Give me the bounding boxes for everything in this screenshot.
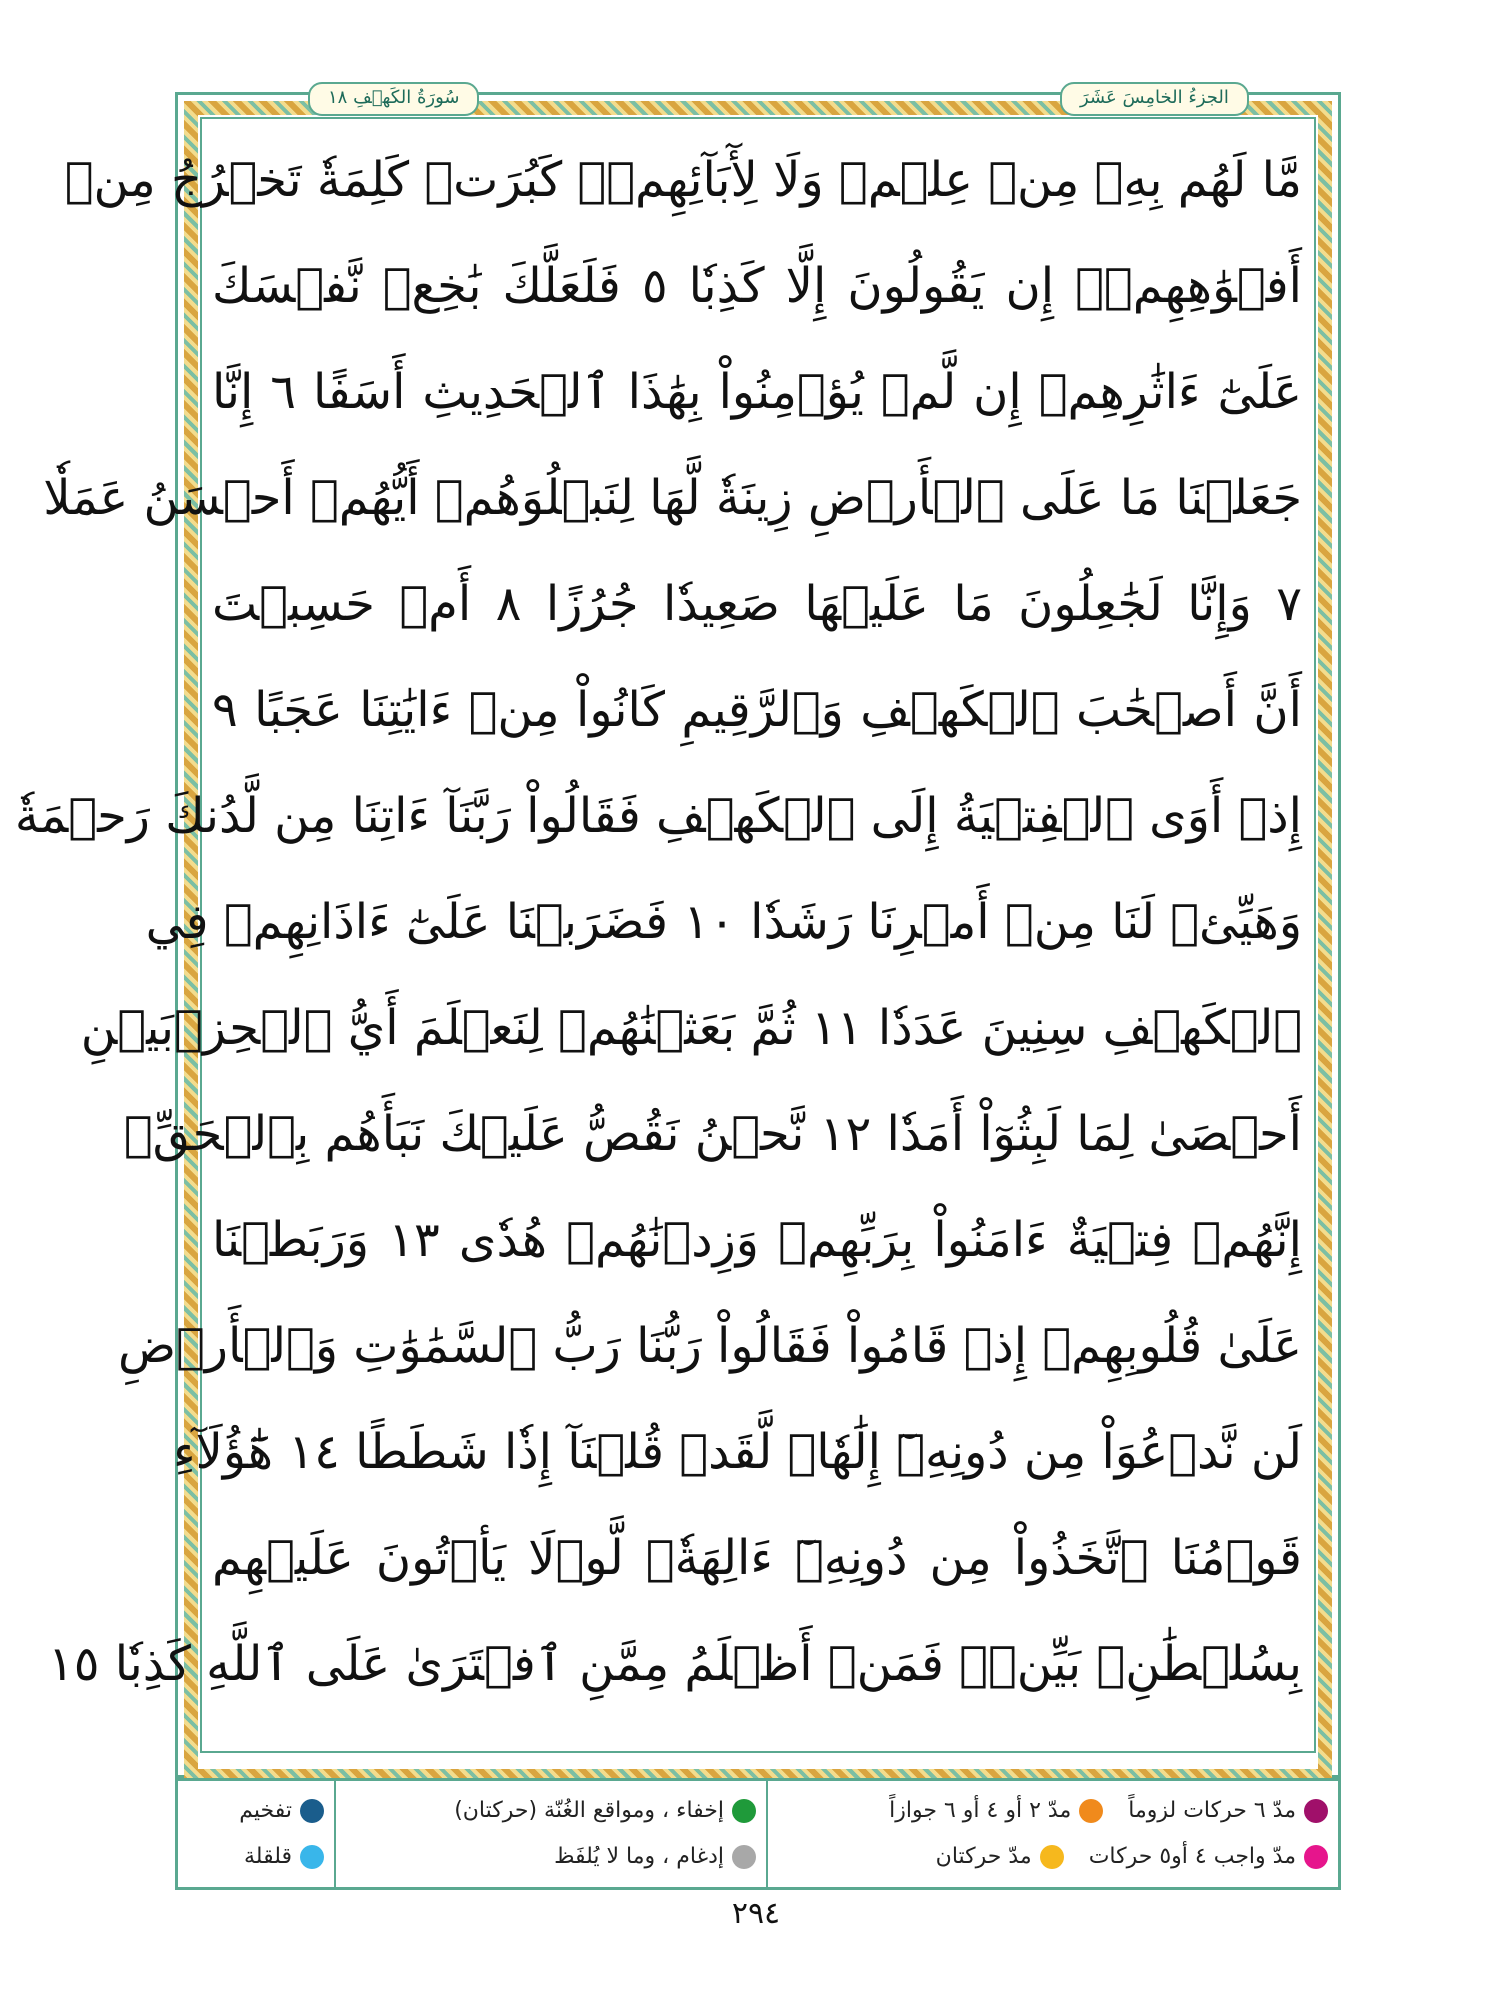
color-dot-icon bbox=[300, 1845, 324, 1869]
legend-item bbox=[244, 1837, 324, 1877]
legend-item bbox=[554, 1837, 756, 1877]
verse-line: إِنَّهُمۡ فِتۡيَةٌ ءَامَنُواْ بِرَبِّهِمۡ وَزِدۡنَٰهُمۡ هُدٗى ١٣ وَرَبَطۡنَا bbox=[212, 1212, 1303, 1268]
color-dot-icon bbox=[1304, 1799, 1328, 1823]
legend-label: مدّ ٦ حركات لزوماً bbox=[1128, 1798, 1296, 1823]
legend-column-madd bbox=[766, 1781, 1338, 1887]
color-dot-icon bbox=[732, 1799, 756, 1823]
verse-line: مَّا لَهُم بِهِۦ مِنۡ عِلۡمٖ وَلَا لِأٓبَآئِهِمۡۚ كَبُرَتۡ كَلِمَةٗ تَخۡرُجُ مِنۡ bbox=[64, 152, 1302, 208]
color-dot-icon bbox=[1040, 1845, 1064, 1869]
legend-column-ghunnah bbox=[334, 1781, 766, 1887]
verse-line: أَحۡصَىٰ لِمَا لَبِثُوٓاْ أَمَدٗا ١٢ نَّحۡنُ نَقُصُّ عَلَيۡكَ نَبَأَهُم بِٱلۡحَقِّۚ bbox=[123, 1106, 1302, 1162]
verse-line: لَن نَّدۡعُوَاْ مِن دُونِهِۦٓ إِلَٰهٗاۖ لَّقَدۡ قُلۡنَآ إِذٗا شَطَطًا ١٤ هَٰٓؤُلَآءِ bbox=[172, 1424, 1302, 1480]
legend-column-tafkheem bbox=[178, 1781, 334, 1887]
legend-item bbox=[239, 1791, 324, 1831]
color-dot-icon bbox=[300, 1799, 324, 1823]
verse-line: إِذۡ أَوَى ٱلۡفِتۡيَةُ إِلَى ٱلۡكَهۡفِ فَقَالُواْ رَبَّنَآ ءَاتِنَا مِن لَّدُنكَ رَحۡمَةٗ bbox=[14, 788, 1302, 844]
verse-line: بِسُلۡطَٰنِۭ بَيِّنٖۖ فَمَنۡ أَظۡلَمُ مِمَّنِ ٱفۡتَرَىٰ عَلَى ٱللَّهِ كَذِبٗا ١٥ bbox=[47, 1636, 1302, 1692]
legend-label: مدّ حركتان bbox=[935, 1844, 1032, 1869]
legend-label: إخفاء ، ومواقع الغُنّة (حركتان) bbox=[454, 1798, 724, 1823]
legend-label: مدّ واجب ٤ أو٥ حركات bbox=[1088, 1844, 1296, 1869]
color-dot-icon bbox=[732, 1845, 756, 1869]
color-dot-icon bbox=[1304, 1845, 1328, 1869]
legend-item bbox=[936, 1837, 1064, 1877]
legend-label: تفخيم bbox=[239, 1798, 292, 1823]
verse-line: ٧ وَإِنَّا لَجَٰعِلُونَ مَا عَلَيۡهَا صَعِيدٗا جُرُزًا ٨ أَمۡ حَسِبۡتَ bbox=[212, 576, 1302, 632]
juz-label: الجزءُ الخامِسَ عَشَرَ bbox=[1060, 82, 1249, 116]
verse-line: جَعَلۡنَا مَا عَلَى ٱلۡأَرۡضِ زِينَةٗ لَّهَا لِنَبۡلُوَهُمۡ أَيُّهُمۡ أَحۡسَنُ عَمَلٗا bbox=[43, 470, 1302, 526]
verse-line: عَلَىٰٓ ءَاثَٰرِهِمۡ إِن لَّمۡ يُؤۡمِنُواْ بِهَٰذَا ٱلۡحَدِيثِ أَسَفًا ٦ إِنَّا bbox=[212, 364, 1302, 420]
page-number: ٢٩٤ bbox=[731, 1896, 781, 1931]
legend-item bbox=[889, 1791, 1103, 1831]
verse-line: ٱلۡكَهۡفِ سِنِينَ عَدَدٗا ١١ ثُمَّ بَعَثۡنَٰهُمۡ لِنَعۡلَمَ أَيُّ ٱلۡحِزۡبَيۡنِ bbox=[80, 1000, 1302, 1056]
tajweed-legend bbox=[175, 1778, 1341, 1890]
legend-item bbox=[1089, 1837, 1328, 1877]
legend-label: إدغام ، وما لا يُلفَظ bbox=[554, 1844, 724, 1869]
verse-line: وَهَيِّئۡ لَنَا مِنۡ أَمۡرِنَا رَشَدٗا ١٠ فَضَرَبۡنَا عَلَىٰٓ ءَاذَانِهِمۡ فِي bbox=[145, 894, 1302, 950]
legend-item bbox=[1128, 1791, 1328, 1831]
legend-label: قلقلة bbox=[243, 1844, 292, 1869]
verse-line: أَفۡوَٰهِهِمۡۚ إِن يَقُولُونَ إِلَّا كَذِبٗا ٥ فَلَعَلَّكَ بَٰخِعٞ نَّفۡسَكَ bbox=[212, 258, 1302, 314]
verse-line: قَوۡمُنَا ٱتَّخَذُواْ مِن دُونِهِۦٓ ءَالِهَةٗۖ لَّوۡلَا يَأۡتُونَ عَلَيۡهِم bbox=[212, 1530, 1302, 1586]
legend-label: مدّ ٢ أو ٤ أو ٦ جوازاً bbox=[889, 1798, 1072, 1823]
quran-text-area bbox=[14, 130, 1303, 1750]
verse-line: أَنَّ أَصۡحَٰبَ ٱلۡكَهۡفِ وَٱلرَّقِيمِ كَانُواْ مِنۡ ءَايَٰتِنَا عَجَبًا ٩ bbox=[212, 682, 1302, 738]
legend-item bbox=[454, 1791, 756, 1831]
verse-line: عَلَىٰ قُلُوبِهِمۡ إِذۡ قَامُواْ فَقَالُواْ رَبُّنَا رَبُّ ٱلسَّمَٰوَٰتِ وَٱلۡأَرۡضِ bbox=[117, 1318, 1302, 1374]
color-dot-icon bbox=[1079, 1799, 1103, 1823]
surah-name-label: سُورَةُ الكَهۡفِ ١٨ bbox=[308, 82, 479, 116]
